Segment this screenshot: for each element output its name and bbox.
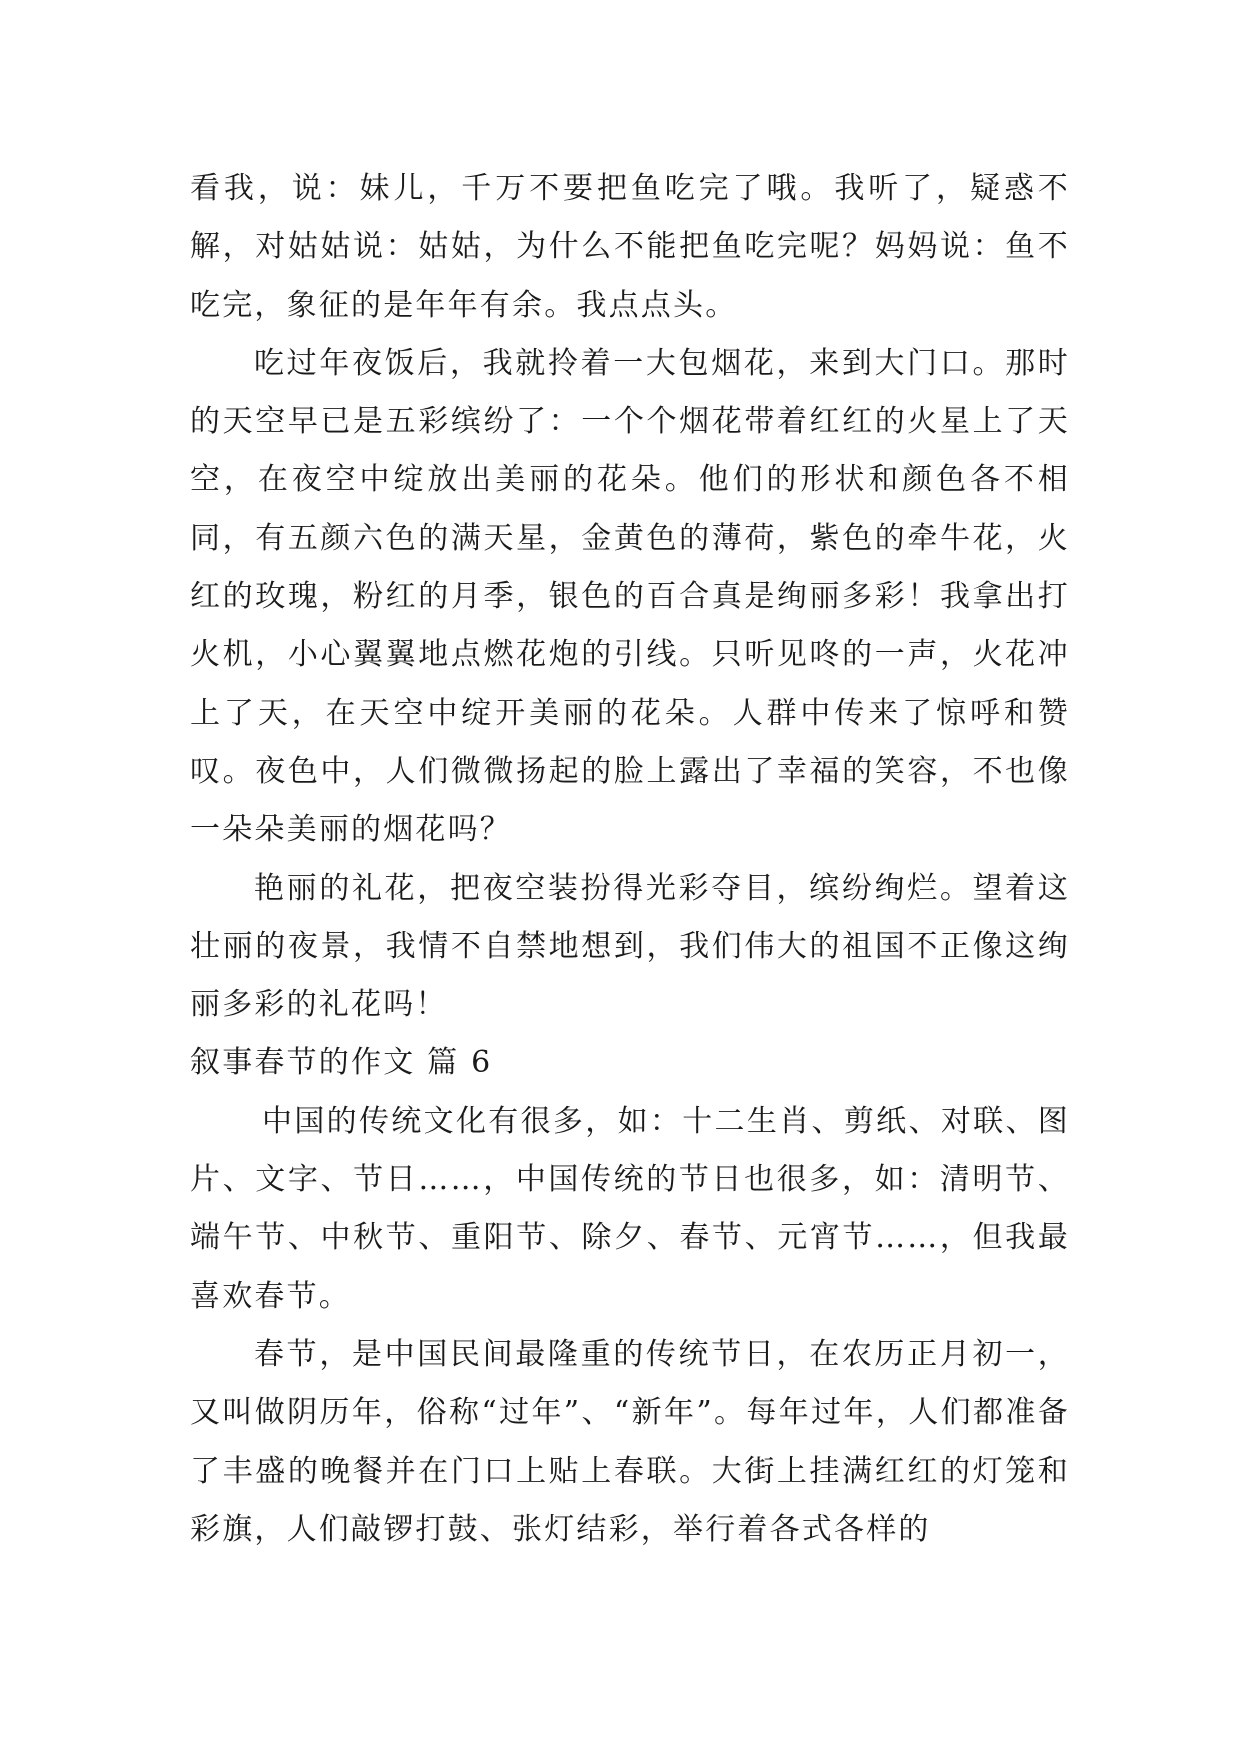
paragraph-continuation: 看我，说：妹儿，千万不要把鱼吃完了哦。我听了，疑惑不解，对姑姑说：姑姑，为什么不能把鱼吃完呢？妈妈说：鱼不吃完，象征的是年年有余。我点点头。 [190,171,1070,323]
document-body [190,160,1070,1559]
paragraph-fireworks: 吃过年夜饭后，我就拎着一大包烟花，来到大门口。那时的天空早已是五彩缤纷了：一个个烟花带着红红的火星上了天空，在夜空中绽放出美丽的花朵。他们的形状和颜色各不相同，有五颜六色的满天星，金黄色的薄荷，紫色的牵牛花，火红的玫瑰，粉红的月季，银色的百合真是绚丽多彩！我拿出打火机，小心翼翼地点燃花炮的引线。只听见咚的一声，火花冲上了天，在天空中绽开美丽的花朵。人群中传来了惊呼和赞叹。夜色中，人们微微扬起的脸上露出了幸福的笑容，不也像一朵朵美丽的烟花吗？ [190,345,1070,848]
paragraph-spring-festival: 春节，是中国民间最隆重的传统节日，在农历正月初一，又叫做阴历年，俗称“过年”、“新年”。每年过年，人们都准备了丰盛的晚餐并在门口上贴上春联。大街上挂满红红的灯笼和彩旗，人们敲锣打鼓、张灯结彩，举行着各式各样的 [190,1336,1070,1547]
paragraph-traditions: 中国的传统文化有很多，如：十二生肖、剪纸、对联、图片、文字、节日……，中国传统的节日也很多，如：清明节、端午节、中秋节、重阳节、除夕、春节、元宵节……，但我最喜欢春节。 [190,1103,1070,1314]
section-heading: 叙事春节的作文 篇 6 [190,1045,493,1081]
paragraph-reflection: 艳丽的礼花，把夜空装扮得光彩夺目，缤纷绚烂。望着这壮丽的夜景，我情不自禁地想到，我们伟大的祖国不正像这绚丽多彩的礼花吗！ [190,870,1070,1023]
